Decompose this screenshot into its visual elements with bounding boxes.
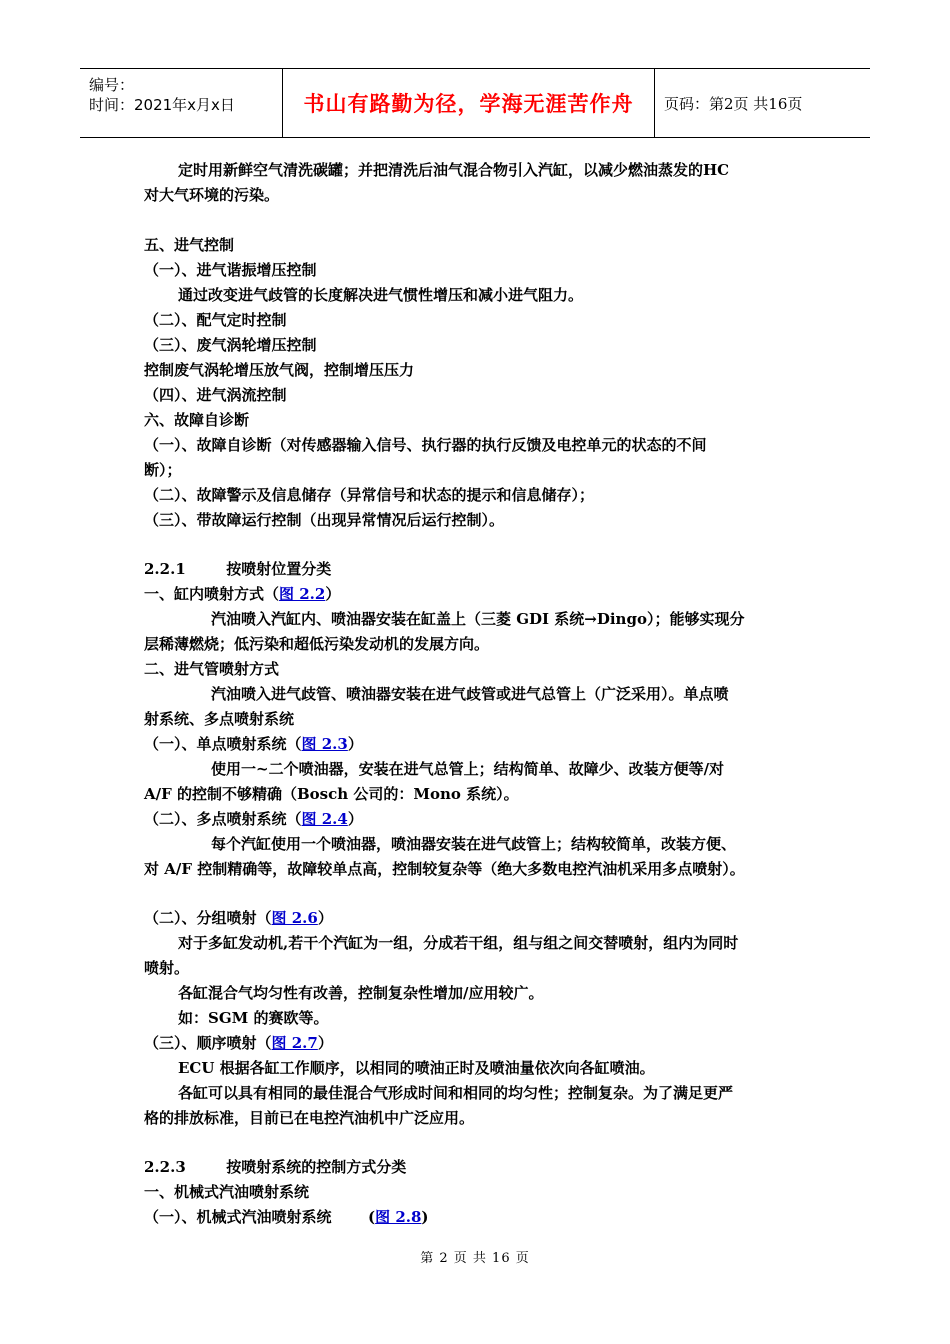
figure-link[interactable]: 图 2.3 xyxy=(301,735,348,753)
header-meta xyxy=(80,69,283,137)
paragraph-line: 断）； xyxy=(144,461,182,479)
header-page-info: 页码：第2页 共16页 xyxy=(664,94,803,113)
section-title: 按喷射位置分类 xyxy=(226,560,332,578)
subsection-heading: （二）、配气定时控制 xyxy=(144,311,287,329)
figure-link[interactable]: 图 2.8 xyxy=(375,1208,422,1226)
figure-link[interactable]: 图 2.7 xyxy=(271,1034,318,1052)
section-number: 2.2.3 xyxy=(144,1158,186,1176)
text-span: （二）、分组喷射（ xyxy=(144,909,272,927)
subsection-heading: （四）、进气涡流控制 xyxy=(144,386,287,404)
text-span: ) xyxy=(421,1208,429,1226)
paragraph-line: 对于多缸发动机,若干个汽缸为一组，分成若干组，组与组之间交替喷射，组内为同时 xyxy=(178,934,739,952)
paragraph-line: 使用一~二个喷油器，安装在进气总管上；结构简单、故障少、改装方便等/对 xyxy=(211,760,725,778)
figure-link[interactable]: 图 2.2 xyxy=(279,585,326,603)
paragraph-line: （一）、故障自诊断（对传感器输入信号、执行器的执行反馈及电控单元的状态的不间 xyxy=(144,436,707,454)
section-heading-2-2-1 xyxy=(144,559,331,579)
paragraph-line: 各缸混合气均匀性有改善，控制复杂性增加/应用较广。 xyxy=(178,984,544,1002)
section-heading: 二、进气管喷射方式 xyxy=(144,660,280,678)
text-span: （二）、多点喷射系统（ xyxy=(144,810,302,828)
paragraph-line: （三）、带故障运行控制（出现异常情况后运行控制）。 xyxy=(144,511,505,529)
text-span: ） xyxy=(347,735,363,753)
paragraph-line: （二）、故障警示及信息储存（异常信号和状态的提示和信息储存）； xyxy=(144,486,595,504)
paragraph-line: 层稀薄燃烧；低污染和超低污染发动机的发展方向。 xyxy=(144,635,490,653)
paragraph-line xyxy=(144,1033,333,1053)
paragraph-line: ECU 根据各缸工作顺序，以相同的喷油正时及喷油量依次向各缸喷油。 xyxy=(178,1059,655,1077)
header-motto: 书山有路勤为径，学海无涯苦作舟 xyxy=(283,69,655,137)
section-heading-2-2-3 xyxy=(144,1157,406,1177)
figure-link[interactable]: 图 2.4 xyxy=(301,810,348,828)
paragraph-line: 射系统、多点喷射系统 xyxy=(144,710,295,728)
time-label: 时间：2021年x月x日 xyxy=(89,96,235,114)
paragraph-line: 对大气环境的污染。 xyxy=(144,186,280,204)
paragraph-line: 汽油喷入汽缸内、喷油器安装在缸盖上（三菱 GDI 系统→Dingo）；能够实现分 xyxy=(211,610,745,628)
paragraph-line: 各缸可以具有相同的最佳混合气形成时间和相同的均匀性；控制复杂。为了满足更严 xyxy=(178,1084,734,1102)
paragraph-line: 通过改变进气歧管的长度解决进气惯性增压和减小进气阻力。 xyxy=(178,286,584,304)
section-title: 按喷射系统的控制方式分类 xyxy=(226,1158,407,1176)
paragraph-line: A/F 的控制不够精确（Bosch 公司的：Mono 系统）。 xyxy=(144,785,519,803)
paragraph-line xyxy=(144,809,363,829)
text-span: ） xyxy=(317,1034,333,1052)
section-heading: 一、机械式汽油喷射系统 xyxy=(144,1183,310,1201)
text-span: （一）、机械式汽油喷射系统 xyxy=(144,1208,332,1226)
subsection-heading: （三）、废气涡轮增压控制 xyxy=(144,336,317,354)
section-number: 2.2.1 xyxy=(144,560,186,578)
paragraph-line xyxy=(144,584,340,604)
paragraph-line: 汽油喷入进气歧管、喷油器安装在进气歧管或进气总管上（广泛采用）。单点喷 xyxy=(211,685,729,703)
section-heading: 六、故障自诊断 xyxy=(144,411,250,429)
paragraph-line: 喷射。 xyxy=(144,959,190,977)
text-span: （三）、顺序喷射（ xyxy=(144,1034,272,1052)
paragraph-line xyxy=(144,1207,429,1227)
paragraph-line: 如：SGM 的赛欧等。 xyxy=(178,1009,329,1027)
text-span: ） xyxy=(325,585,341,603)
figure-link[interactable]: 图 2.6 xyxy=(271,909,318,927)
text-span: （一）、单点喷射系统（ xyxy=(144,735,302,753)
text-span: ） xyxy=(317,909,333,927)
section-heading: 五、进气控制 xyxy=(144,236,235,254)
paragraph-line: 每个汽缸使用一个喷油器，喷油器安装在进气歧管上；结构较简单，改装方便、 xyxy=(211,835,737,853)
paragraph-line: 控制废气涡轮增压放气阀，控制增压压力 xyxy=(144,361,415,379)
paragraph-line xyxy=(144,908,333,928)
page-footer: 第 2 页 共 16 页 xyxy=(420,1251,530,1266)
page-header xyxy=(80,68,870,138)
text-span: ( xyxy=(367,1208,376,1226)
text-span: 一、缸内喷射方式（ xyxy=(144,585,280,603)
paragraph-line: 格的排放标准，目前已在电控汽油机中广泛应用。 xyxy=(144,1109,475,1127)
subsection-heading: （一）、进气谐振增压控制 xyxy=(144,261,317,279)
paragraph-line: 对 A/F 控制精确等，故障较单点高，控制较复杂等（绝大多数电控汽油机采用多点喷射）。 xyxy=(144,860,745,878)
number-label: 编号： xyxy=(89,76,135,94)
text-span: ） xyxy=(347,810,363,828)
paragraph-line xyxy=(144,734,363,754)
paragraph-line: 定时用新鲜空气清洗碳罐；并把清洗后油气混合物引入汽缸，以减少燃油蒸发的HC xyxy=(178,161,730,179)
